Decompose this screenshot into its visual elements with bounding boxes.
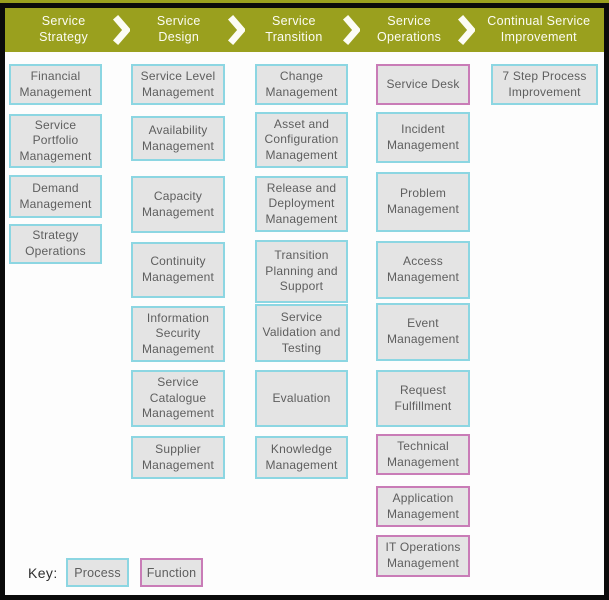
function-box — [376, 486, 470, 527]
key-process-swatch: Process — [66, 558, 129, 587]
process-box — [376, 172, 470, 232]
box-label: Application Management — [386, 490, 460, 521]
box-label: Knowledge Management — [265, 441, 338, 472]
box-label: Service Portfolio Management — [19, 117, 92, 163]
process-box — [131, 436, 225, 479]
box-label: IT Operations Management — [385, 540, 461, 570]
process-box — [376, 241, 470, 299]
process-box — [131, 176, 225, 233]
chevron-right-icon — [339, 15, 365, 45]
process-box — [255, 112, 348, 168]
box-label: Demand Management — [19, 180, 92, 211]
box-label: Supplier Management — [141, 441, 215, 472]
phase-continual-service-improvement: Continual Service Improvement — [487, 14, 591, 44]
box-label: Change Management — [265, 68, 338, 99]
process-box — [376, 303, 470, 361]
process-box — [255, 64, 348, 105]
function-box — [376, 64, 470, 105]
box-label: Service Catalogue Management — [141, 375, 215, 421]
process-box — [255, 304, 348, 362]
function-box — [376, 535, 470, 577]
column-continual-service-improvement — [491, 0, 598, 600]
box-label: Service Desk — [386, 76, 460, 91]
column-service-strategy — [9, 0, 102, 600]
key-function-swatch: Function — [140, 558, 203, 587]
box-label: Financial Management — [19, 68, 92, 99]
phase-service-transition: Service Transition — [265, 14, 323, 44]
process-box — [131, 370, 225, 427]
process-box — [376, 370, 470, 427]
function-box — [376, 434, 470, 475]
top-accent-strip — [0, 0, 609, 3]
column-service-operations — [376, 0, 470, 600]
phase-service-strategy: Service Strategy — [39, 14, 89, 44]
box-label: Strategy Operations — [25, 228, 86, 258]
phase-service-design: Service Design — [156, 14, 201, 44]
box-label: Event Management — [386, 316, 460, 346]
process-box — [255, 240, 348, 303]
process-box — [131, 64, 225, 105]
box-label: Problem Management — [386, 186, 460, 216]
process-box — [491, 64, 598, 105]
process-box — [255, 370, 348, 427]
box-label: Evaluation — [272, 390, 331, 405]
process-box — [131, 242, 225, 298]
box-label: Service Level Management — [140, 68, 216, 99]
chevron-right-icon — [108, 15, 134, 45]
process-box — [376, 112, 470, 163]
box-label: Information Security Management — [141, 310, 215, 356]
box-label: Service Validation and Testing — [262, 309, 341, 355]
process-box — [9, 64, 102, 105]
box-label: Continuity Management — [141, 254, 215, 284]
box-label: 7 Step Process Improvement — [502, 68, 587, 99]
box-label: Availability Management — [141, 122, 215, 153]
box-label: Asset and Configuration Management — [264, 116, 339, 162]
process-box — [255, 436, 348, 479]
box-label: Transition Planning and Support — [265, 248, 338, 294]
column-service-design — [131, 0, 225, 600]
box-label: Technical Management — [386, 438, 460, 469]
process-box — [255, 176, 348, 232]
chevron-right-icon — [223, 15, 249, 45]
box-label: Release and Deployment Management — [265, 180, 338, 226]
box-label: Capacity Management — [141, 188, 215, 219]
phase-service-operations: Service Operations — [377, 14, 442, 44]
process-box — [131, 116, 225, 161]
phase-header-band — [5, 8, 604, 52]
box-label: Request Fulfillment — [394, 382, 452, 413]
process-box — [9, 224, 102, 264]
chevron-right-icon — [454, 15, 480, 45]
box-label: Access Management — [386, 254, 460, 284]
column-service-transition — [255, 0, 348, 600]
process-box — [9, 114, 102, 168]
process-box — [9, 175, 102, 218]
key-label: Key: — [28, 565, 58, 581]
process-box — [131, 306, 225, 362]
box-label: Incident Management — [386, 121, 460, 152]
